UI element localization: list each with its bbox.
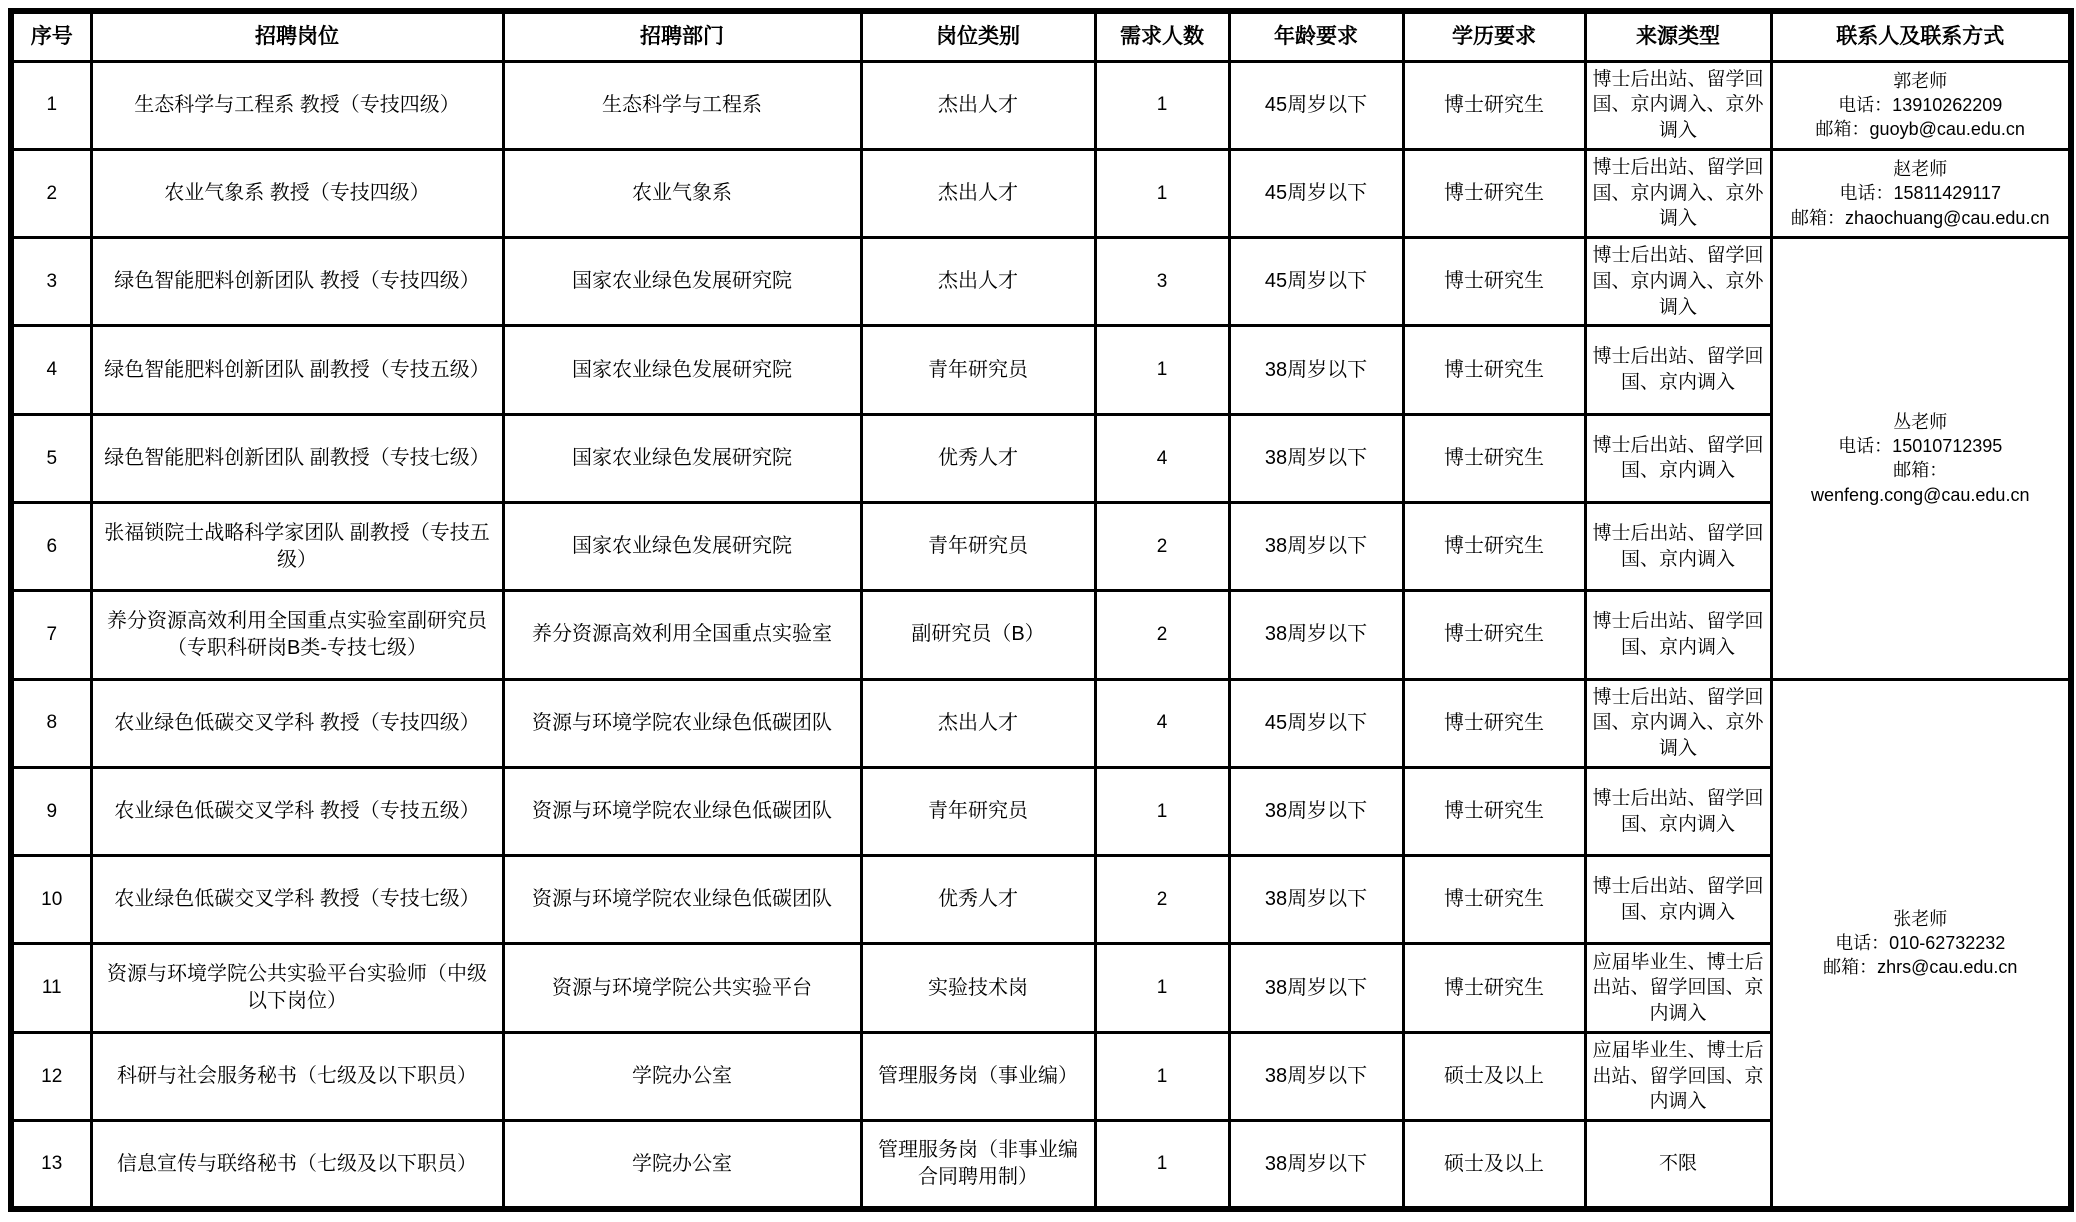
cell-department: 资源与环境学院公共实验平台 bbox=[503, 944, 861, 1032]
cell-department: 资源与环境学院农业绿色低碳团队 bbox=[503, 767, 861, 855]
header-position: 招聘岗位 bbox=[91, 11, 503, 61]
contact-email-label: 邮箱： bbox=[1893, 460, 1948, 481]
cell-source: 博士后出站、留学回国、京内调入 bbox=[1585, 591, 1771, 679]
cell-contact bbox=[1771, 679, 2071, 1209]
cell-category: 杰出人才 bbox=[861, 149, 1095, 237]
contact-name: 郭老师 bbox=[1893, 70, 1948, 91]
table-row bbox=[11, 414, 2071, 502]
cell-education: 博士研究生 bbox=[1403, 502, 1585, 590]
contact-name: 丛老师 bbox=[1893, 411, 1948, 432]
cell-education: 硕士及以上 bbox=[1403, 1032, 1585, 1120]
cell-no: 7 bbox=[11, 591, 91, 679]
cell-age: 38周岁以下 bbox=[1229, 502, 1403, 590]
cell-education: 博士研究生 bbox=[1403, 238, 1585, 326]
cell-education: 硕士及以上 bbox=[1403, 1121, 1585, 1209]
contact-email: 邮箱：zhaochuang@cau.edu.cn bbox=[1791, 207, 2050, 228]
cell-education: 博士研究生 bbox=[1403, 856, 1585, 944]
cell-category: 管理服务岗（非事业编合同聘用制） bbox=[861, 1121, 1095, 1209]
cell-headcount: 1 bbox=[1095, 326, 1229, 414]
cell-source: 不限 bbox=[1585, 1121, 1771, 1209]
cell-department: 资源与环境学院农业绿色低碳团队 bbox=[503, 679, 861, 767]
cell-source: 博士后出站、留学回国、京内调入、京外调入 bbox=[1585, 61, 1771, 149]
cell-position: 张福锁院士战略科学家团队 副教授（专技五级） bbox=[91, 502, 503, 590]
cell-category: 优秀人才 bbox=[861, 414, 1095, 502]
header-source: 来源类型 bbox=[1585, 11, 1771, 61]
cell-headcount: 1 bbox=[1095, 944, 1229, 1032]
cell-headcount: 2 bbox=[1095, 591, 1229, 679]
cell-age: 38周岁以下 bbox=[1229, 767, 1403, 855]
cell-headcount: 3 bbox=[1095, 238, 1229, 326]
cell-source: 博士后出站、留学回国、京内调入 bbox=[1585, 856, 1771, 944]
cell-age: 45周岁以下 bbox=[1229, 238, 1403, 326]
cell-contact bbox=[1771, 238, 2071, 679]
cell-position: 农业绿色低碳交叉学科 教授（专技七级） bbox=[91, 856, 503, 944]
cell-age: 38周岁以下 bbox=[1229, 414, 1403, 502]
cell-category: 杰出人才 bbox=[861, 238, 1095, 326]
cell-department: 学院办公室 bbox=[503, 1032, 861, 1120]
header-department: 招聘部门 bbox=[503, 11, 861, 61]
table-row bbox=[11, 1032, 2071, 1120]
cell-category: 实验技术岗 bbox=[861, 944, 1095, 1032]
table-row bbox=[11, 679, 2071, 767]
contact-email: 邮箱：guoyb@cau.edu.cn bbox=[1815, 119, 2025, 140]
header-no: 序号 bbox=[11, 11, 91, 61]
cell-education: 博士研究生 bbox=[1403, 61, 1585, 149]
cell-no: 13 bbox=[11, 1121, 91, 1209]
cell-position: 养分资源高效利用全国重点实验室副研究员（专职科研岗B类-专技七级） bbox=[91, 591, 503, 679]
contact-phone: 电话：010-62732232 bbox=[1835, 933, 2006, 954]
table-row bbox=[11, 767, 2071, 855]
table-row bbox=[11, 61, 2071, 149]
cell-source: 应届毕业生、博士后出站、留学回国、京内调入 bbox=[1585, 1032, 1771, 1120]
contact-name: 赵老师 bbox=[1893, 159, 1948, 179]
cell-headcount: 1 bbox=[1095, 61, 1229, 149]
cell-no: 8 bbox=[11, 679, 91, 767]
cell-headcount: 4 bbox=[1095, 414, 1229, 502]
cell-no: 2 bbox=[11, 149, 91, 237]
cell-no: 6 bbox=[11, 502, 91, 590]
header-row bbox=[11, 11, 2071, 61]
cell-headcount: 4 bbox=[1095, 679, 1229, 767]
cell-department: 国家农业绿色发展研究院 bbox=[503, 502, 861, 590]
table-row bbox=[11, 326, 2071, 414]
cell-education: 博士研究生 bbox=[1403, 591, 1585, 679]
cell-position: 科研与社会服务秘书（七级及以下职员） bbox=[91, 1032, 503, 1120]
header-education: 学历要求 bbox=[1403, 11, 1585, 61]
cell-source: 博士后出站、留学回国、京内调入 bbox=[1585, 414, 1771, 502]
contact-phone: 电话：15811429117 bbox=[1839, 183, 2001, 204]
cell-headcount: 2 bbox=[1095, 502, 1229, 590]
cell-no: 4 bbox=[11, 326, 91, 414]
table-row bbox=[11, 238, 2071, 326]
cell-category: 青年研究员 bbox=[861, 767, 1095, 855]
cell-no: 1 bbox=[11, 61, 91, 149]
header-age: 年龄要求 bbox=[1229, 11, 1403, 61]
cell-headcount: 1 bbox=[1095, 149, 1229, 237]
cell-category: 管理服务岗（事业编） bbox=[861, 1032, 1095, 1120]
cell-contact bbox=[1771, 61, 2071, 149]
table-row bbox=[11, 944, 2071, 1032]
cell-headcount: 1 bbox=[1095, 1032, 1229, 1120]
cell-source: 博士后出站、留学回国、京内调入、京外调入 bbox=[1585, 679, 1771, 767]
cell-source: 博士后出站、留学回国、京内调入、京外调入 bbox=[1585, 149, 1771, 237]
cell-category: 优秀人才 bbox=[861, 856, 1095, 944]
cell-source: 博士后出站、留学回国、京内调入、京外调入 bbox=[1585, 238, 1771, 326]
cell-position: 生态科学与工程系 教授（专技四级） bbox=[91, 61, 503, 149]
cell-department: 国家农业绿色发展研究院 bbox=[503, 326, 861, 414]
cell-department: 国家农业绿色发展研究院 bbox=[503, 414, 861, 502]
cell-category: 杰出人才 bbox=[861, 61, 1095, 149]
cell-department: 生态科学与工程系 bbox=[503, 61, 861, 149]
header-contact: 联系人及联系方式 bbox=[1771, 11, 2071, 61]
cell-position: 信息宣传与联络秘书（七级及以下职员） bbox=[91, 1121, 503, 1209]
cell-age: 38周岁以下 bbox=[1229, 1032, 1403, 1120]
table-row bbox=[11, 149, 2071, 237]
cell-age: 45周岁以下 bbox=[1229, 679, 1403, 767]
cell-age: 38周岁以下 bbox=[1229, 326, 1403, 414]
cell-no: 11 bbox=[11, 944, 91, 1032]
cell-no: 9 bbox=[11, 767, 91, 855]
cell-source: 博士后出站、留学回国、京内调入 bbox=[1585, 767, 1771, 855]
cell-category: 青年研究员 bbox=[861, 502, 1095, 590]
cell-source: 应届毕业生、博士后出站、留学回国、京内调入 bbox=[1585, 944, 1771, 1032]
cell-department: 学院办公室 bbox=[503, 1121, 861, 1209]
cell-no: 5 bbox=[11, 414, 91, 502]
cell-source: 博士后出站、留学回国、京内调入 bbox=[1585, 326, 1771, 414]
contact-email: 邮箱：zhrs@cau.edu.cn bbox=[1823, 957, 2018, 978]
cell-no: 12 bbox=[11, 1032, 91, 1120]
table-row bbox=[11, 856, 2071, 944]
cell-position: 农业气象系 教授（专技四级） bbox=[91, 149, 503, 237]
cell-position: 资源与环境学院公共实验平台实验师（中级以下岗位） bbox=[91, 944, 503, 1032]
contact-name: 张老师 bbox=[1893, 908, 1948, 929]
cell-category: 副研究员（B） bbox=[861, 591, 1095, 679]
table-row bbox=[11, 591, 2071, 679]
cell-position: 农业绿色低碳交叉学科 教授（专技四级） bbox=[91, 679, 503, 767]
cell-headcount: 1 bbox=[1095, 767, 1229, 855]
cell-contact bbox=[1771, 149, 2071, 237]
cell-education: 博士研究生 bbox=[1403, 944, 1585, 1032]
cell-position: 绿色智能肥料创新团队 副教授（专技五级） bbox=[91, 326, 503, 414]
table-row bbox=[11, 502, 2071, 590]
cell-age: 45周岁以下 bbox=[1229, 61, 1403, 149]
cell-headcount: 2 bbox=[1095, 856, 1229, 944]
cell-age: 38周岁以下 bbox=[1229, 1121, 1403, 1209]
cell-category: 杰出人才 bbox=[861, 679, 1095, 767]
cell-department: 养分资源高效利用全国重点实验室 bbox=[503, 591, 861, 679]
cell-no: 3 bbox=[11, 238, 91, 326]
table-row bbox=[11, 1121, 2071, 1209]
cell-education: 博士研究生 bbox=[1403, 767, 1585, 855]
cell-position: 农业绿色低碳交叉学科 教授（专技五级） bbox=[91, 767, 503, 855]
recruitment-table bbox=[8, 8, 2074, 1212]
contact-phone: 电话：15010712395 bbox=[1838, 436, 2003, 457]
header-category: 岗位类别 bbox=[861, 11, 1095, 61]
cell-no: 10 bbox=[11, 856, 91, 944]
cell-education: 博士研究生 bbox=[1403, 679, 1585, 767]
contact-phone: 电话：13910262209 bbox=[1838, 95, 2003, 115]
cell-department: 农业气象系 bbox=[503, 149, 861, 237]
cell-department: 国家农业绿色发展研究院 bbox=[503, 238, 861, 326]
cell-department: 资源与环境学院农业绿色低碳团队 bbox=[503, 856, 861, 944]
header-headcount: 需求人数 bbox=[1095, 11, 1229, 61]
cell-category: 青年研究员 bbox=[861, 326, 1095, 414]
cell-source: 博士后出站、留学回国、京内调入 bbox=[1585, 502, 1771, 590]
cell-age: 38周岁以下 bbox=[1229, 856, 1403, 944]
cell-education: 博士研究生 bbox=[1403, 149, 1585, 237]
cell-age: 38周岁以下 bbox=[1229, 591, 1403, 679]
cell-age: 38周岁以下 bbox=[1229, 944, 1403, 1032]
contact-email: wenfeng.cong@cau.edu.cn bbox=[1811, 484, 2030, 505]
cell-position: 绿色智能肥料创新团队 教授（专技四级） bbox=[91, 238, 503, 326]
cell-education: 博士研究生 bbox=[1403, 414, 1585, 502]
cell-education: 博士研究生 bbox=[1403, 326, 1585, 414]
cell-position: 绿色智能肥料创新团队 副教授（专技七级） bbox=[91, 414, 503, 502]
cell-headcount: 1 bbox=[1095, 1121, 1229, 1209]
cell-age: 45周岁以下 bbox=[1229, 149, 1403, 237]
